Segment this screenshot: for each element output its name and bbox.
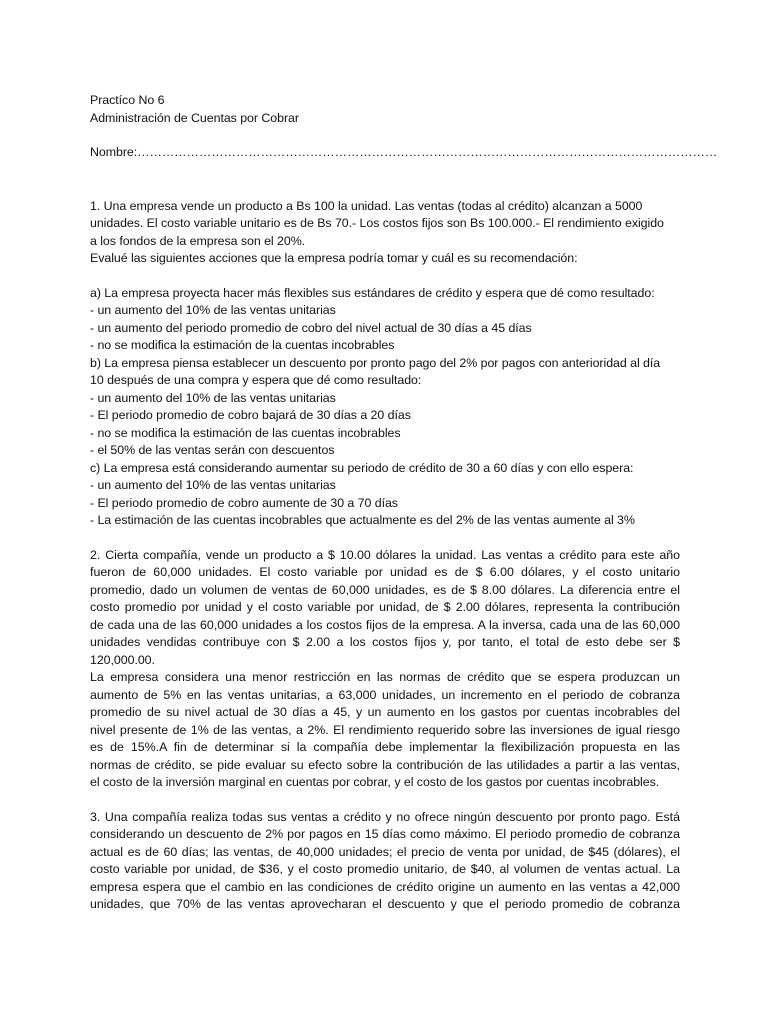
part-a-heading: a) La empresa proyecta hacer más flexibles sus estándares de crédito y espera que dé como resultado:	[90, 285, 655, 300]
problem-2-line: es de 15%.A fin de determinar si la compañía debe implementar la flexibilización propuesta en las	[90, 740, 680, 754]
problem-3-line: unidades, que 70% de las ventas aprovecharan el descuento y que el periodo promedio de cobranza	[90, 897, 680, 911]
problem-2-line: La empresa considera una menor restricción en las normas de crédito que se espera produzcan un	[90, 670, 680, 684]
document-page	[90, 92, 718, 914]
problem-3-line: 3. Una compañía realiza todas sus ventas a crédito y no ofrece ningún descuento por pronto pago. Está	[90, 809, 680, 824]
problem-2-line: nivel presente de 1% de las ventas, a 2%. El rendimiento requerido sobre las inversiones de igual riesgo	[90, 722, 680, 737]
problem-1	[90, 198, 680, 530]
part-c-heading: c) La empresa está considerando aumentar su periodo de crédito de 30 a 60 días y con ello espera:	[90, 460, 634, 475]
problem-2-line: promedio de su nivel actual de 30 días a 45, y un aumento en los gastos por cuentas incobrables del	[90, 705, 680, 719]
problem-2-line: 2. Cierta compañía, vende un producto a $ 10.00 dólares la unidad. Las ventas a crédito para este año	[90, 547, 680, 562]
part-a-item: - no se modifica la estimación de la cuentas incobrables	[90, 338, 395, 352]
problem-2-line: unidades vendidas contribuye con $ 2.00 a los costos fijos y, por tanto, el total de esto debe ser $	[90, 635, 680, 649]
part-c-item: - La estimación de las cuentas incobrables que actualmente es del 2% de las ventas aumente al 3%	[90, 513, 635, 527]
part-a-item: - un aumento del periodo promedio de cobro del nivel actual de 30 días a 45 días	[90, 320, 532, 335]
name-field-label: Nombre:……………………………………………………………………………………………………………………………	[90, 145, 718, 159]
problem-2-line: el costo de la inversión marginal en cuentas por cobrar, y el costo de los gastos por cuentas incobrables.	[90, 775, 660, 789]
problem-1-line: unidades. El costo variable unitario es de Bs 70.- Los costos fijos son Bs 100.000.- El rendimiento exigido	[90, 216, 664, 230]
problem-2-line: 120,000.00.	[90, 652, 155, 667]
problem-3	[90, 809, 680, 914]
document-title: Practíco No 6	[90, 93, 165, 107]
part-b-item: - el 50% de las ventas serán con descuentos	[90, 443, 335, 457]
problem-3-line: actual es de 60 días; las ventas, de 40,000 unidades; el precio de venta por unidad, de $45 (dólares), el	[90, 844, 680, 859]
problem-3-line: costo variable por unidad, de $36, y el costo promedio unitario, de $40, al volumen de ventas actual. La	[90, 862, 680, 876]
part-b-heading: b) La empresa piensa establecer un descuento por pronto pago del 2% por pagos con anterioridad al día	[90, 355, 661, 370]
document-subtitle: Administración de Cuentas por Cobrar	[90, 110, 299, 125]
problem-1-line: 1. Una empresa vende un producto a Bs 100 la unidad. Las ventas (todas al crédito) alcanzan a 5000	[90, 198, 643, 213]
problem-2-line: fueron de 60,000 unidades. El costo variable por unidad es de $ 6.00 dólares, y el costo unitario	[90, 565, 680, 579]
problem-2-line: de cada una de las 60,000 unidades a los costos fijos de la empresa. A la inversa, cada una de las 60,000	[90, 617, 680, 632]
problem-2-line: promedio, dado un volumen de ventas de 60,000 unidades, es de $ 8.00 dólares. La diferencia entre el	[90, 582, 680, 597]
problem-1-line: Evalué las siguientes acciones que la empresa podría tomar y cuál es su recomendación:	[90, 251, 578, 265]
part-b-item: - un aumento del 10% de las ventas unitarias	[90, 390, 336, 405]
problem-3-line: considerando un descuento de 2% por pagos en 15 días como máximo. El periodo promedio de cobranza	[90, 827, 680, 841]
part-c-item: - un aumento del 10% de las ventas unitarias	[90, 478, 336, 492]
part-b-item: - El periodo promedio de cobro bajará de 30 días a 20 días	[90, 408, 411, 422]
part-a-item: - un aumento del 10% de las ventas unitarias	[90, 303, 336, 317]
part-b-heading-cont: 10 después de una compra y espera que dé como resultado:	[90, 373, 422, 387]
problem-2-line: normas de crédito, se pide evaluar su efecto sobre la contribución de las utilidades a partir a las ventas,	[90, 757, 680, 772]
problem-1-line: a los fondos de la empresa son el 20%.	[90, 233, 306, 248]
problem-3-line: empresa espera que el cambio en las condiciones de crédito origine un aumento en las ventas a 42,000	[90, 879, 680, 894]
problem-2	[90, 547, 680, 792]
part-b-item: - no se modifica la estimación de las cuentas incobrables	[90, 425, 401, 440]
part-c-item: - El periodo promedio de cobro aumente de 30 a 70 días	[90, 495, 398, 510]
problem-2-line: costo promedio por unidad y el costo variable por unidad, de $ 2.00 dólares, representa la contribución	[90, 600, 680, 614]
problem-2-line: aumento de 5% en las ventas unitarias, a 63,000 unidades, un incremento en el periodo de cobranza	[90, 687, 680, 702]
